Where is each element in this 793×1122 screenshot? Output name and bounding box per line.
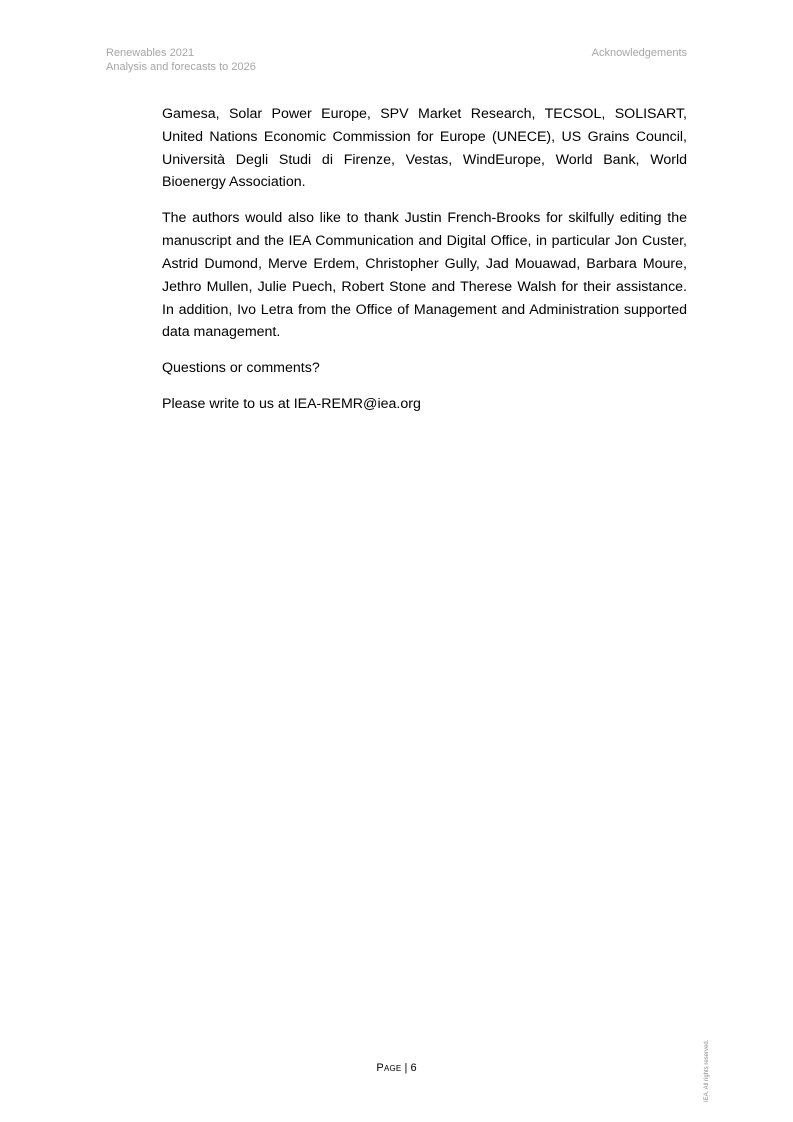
paragraph-contributors: Gamesa, Solar Power Europe, SPV Market Research, TECSOL, SOLISART, United Nations Economic Commission for Europe (UNECE), US Grains Council, Università Degli Studi di Firenze, Vestas, WindEurope, World Bank, World Bioenergy Association. (162, 106, 687, 191)
page-label: Page (376, 1062, 402, 1074)
paragraph-contact: Please write to us at IEA-REMR@iea.org (162, 396, 421, 413)
paragraph-questions: Questions or comments? (162, 360, 320, 377)
main-text (162, 103, 687, 429)
section-name: Acknowledgements (591, 47, 687, 59)
running-header (106, 46, 256, 74)
report-title: Renewables 2021 (106, 47, 195, 59)
report-subtitle: Analysis and forecasts to 2026 (106, 61, 256, 73)
page-number: 6 (410, 1062, 417, 1074)
paragraph-thanks: The authors would also like to thank Justin French-Brooks for skilfully editing the manuscript and the IEA Communication and Digital Office, in particular Jon Custer, Astrid Dumond, Merve Erdem, Christopher Gully, Jad Mouawad, Barbara Moure, Jethro Mullen, Julie Puech, Robert Stone and Therese Walsh for their assistance. In addition, Ivo Letra from the Office of Management and Administration supported data management. (162, 210, 687, 341)
page-footer (0, 1061, 793, 1075)
page-separator: | (404, 1062, 408, 1074)
rights-notice: IEA. All rights reserved. (704, 1039, 710, 1102)
